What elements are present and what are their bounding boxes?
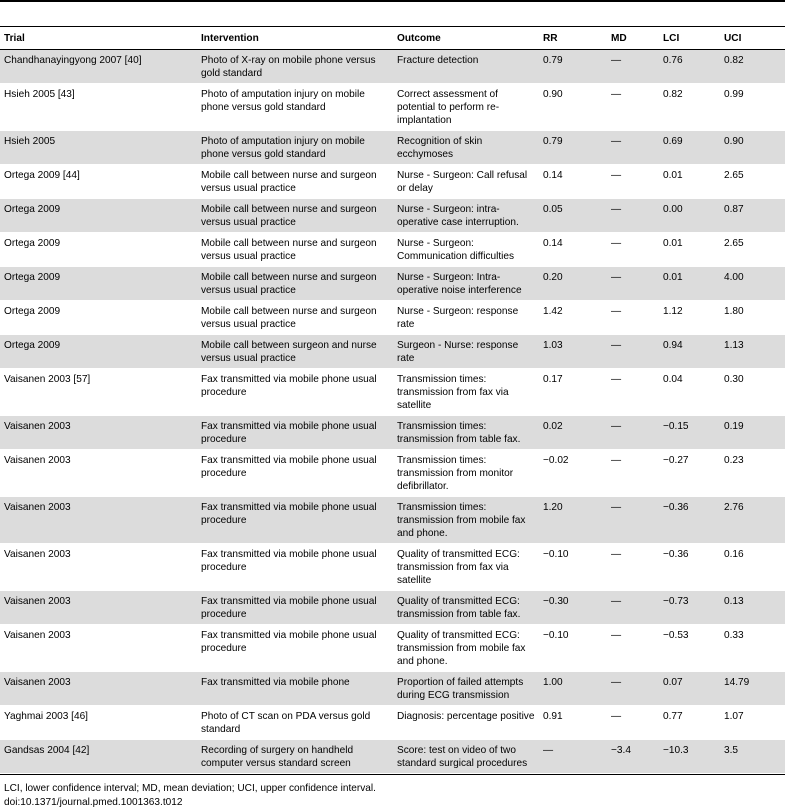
cell-trial: Vaisanen 2003 [0,416,197,450]
cell-intervention: Photo of CT scan on PDA versus gold standard [197,706,393,740]
table-row [0,672,785,706]
cell-rr: — [539,740,607,774]
cell-lci: −0.53 [659,625,720,672]
cell-trial: Vaisanen 2003 [57] [0,369,197,416]
cell-lci: 1.12 [659,301,720,335]
cell-outcome: Quality of transmitted ECG: transmission from mobile fax and phone. [393,625,539,672]
cell-uci: 2.65 [720,233,785,267]
table-row [0,335,785,369]
cell-outcome: Transmission times: transmission from monitor defibrillator. [393,450,539,497]
cell-rr: 1.20 [539,497,607,544]
cell-intervention: Photo of X-ray on mobile phone versus gold standard [197,50,393,84]
cell-lci: 0.69 [659,131,720,165]
cell-uci: 0.30 [720,369,785,416]
cell-trial: Hsieh 2005 [43] [0,84,197,131]
cell-intervention: Fax transmitted via mobile phone usual procedure [197,544,393,591]
table-row [0,369,785,416]
table-row [0,591,785,625]
results-table [0,27,785,774]
table-caption-space [0,2,785,26]
table-row [0,497,785,544]
cell-md: — [607,50,659,84]
cell-lci: −0.36 [659,544,720,591]
cell-outcome: Correct assessment of potential to perform re-implantation [393,84,539,131]
column-header-intervention: Intervention [197,27,393,50]
cell-lci: 0.04 [659,369,720,416]
cell-lci: 0.77 [659,706,720,740]
cell-uci: 1.13 [720,335,785,369]
cell-outcome: Quality of transmitted ECG: transmission from fax via satellite [393,544,539,591]
table-body [0,50,785,774]
cell-rr: 0.79 [539,131,607,165]
cell-md: — [607,301,659,335]
cell-trial: Chandhanayingyong 2007 [40] [0,50,197,84]
cell-outcome: Nurse - Surgeon: Call refusal or delay [393,165,539,199]
cell-lci: −10.3 [659,740,720,774]
cell-intervention: Mobile call between nurse and surgeon versus usual practice [197,301,393,335]
table-row [0,416,785,450]
cell-intervention: Fax transmitted via mobile phone usual procedure [197,450,393,497]
table-row [0,301,785,335]
cell-md: — [607,199,659,233]
cell-intervention: Fax transmitted via mobile phone usual procedure [197,416,393,450]
cell-intervention: Photo of amputation injury on mobile phone versus gold standard [197,84,393,131]
cell-outcome: Quality of transmitted ECG: transmission from table fax. [393,591,539,625]
cell-rr: 1.03 [539,335,607,369]
cell-md: — [607,267,659,301]
cell-uci: 3.5 [720,740,785,774]
cell-outcome: Nurse - Surgeon: Intra-operative noise interference [393,267,539,301]
table-row [0,165,785,199]
cell-uci: 0.16 [720,544,785,591]
cell-md: — [607,233,659,267]
cell-intervention: Fax transmitted via mobile phone usual procedure [197,497,393,544]
cell-rr: 0.02 [539,416,607,450]
cell-lci: −0.15 [659,416,720,450]
table-header-row [0,27,785,50]
column-header-uci: UCI [720,27,785,50]
cell-uci: 2.65 [720,165,785,199]
abbreviations-note: LCI, lower confidence interval; MD, mean deviation; UCI, upper confidence interval. [4,783,376,794]
cell-trial: Vaisanen 2003 [0,544,197,591]
cell-outcome: Surgeon - Nurse: response rate [393,335,539,369]
cell-uci: 0.87 [720,199,785,233]
cell-intervention: Fax transmitted via mobile phone usual procedure [197,369,393,416]
cell-rr: 0.14 [539,165,607,199]
column-header-trial: Trial [0,27,197,50]
cell-trial: Vaisanen 2003 [0,625,197,672]
column-header-lci: LCI [659,27,720,50]
cell-rr: 1.00 [539,672,607,706]
column-header-md: MD [607,27,659,50]
cell-md: −3.4 [607,740,659,774]
table-row [0,84,785,131]
cell-lci: 0.94 [659,335,720,369]
cell-trial: Vaisanen 2003 [0,591,197,625]
doi-note: doi:10.1371/journal.pmed.1001363.t012 [4,797,183,808]
cell-lci: −0.73 [659,591,720,625]
cell-uci: 0.90 [720,131,785,165]
column-header-outcome: Outcome [393,27,539,50]
cell-lci: 0.01 [659,233,720,267]
cell-intervention: Mobile call between surgeon and nurse versus usual practice [197,335,393,369]
cell-trial: Yaghmai 2003 [46] [0,706,197,740]
table-row [0,740,785,774]
cell-lci: 0.07 [659,672,720,706]
cell-trial: Gandsas 2004 [42] [0,740,197,774]
cell-trial: Ortega 2009 [0,199,197,233]
cell-intervention: Fax transmitted via mobile phone [197,672,393,706]
cell-md: — [607,544,659,591]
cell-intervention: Mobile call between nurse and surgeon versus usual practice [197,165,393,199]
cell-md: — [607,706,659,740]
column-header-rr: RR [539,27,607,50]
cell-lci: 0.82 [659,84,720,131]
cell-rr: 1.42 [539,301,607,335]
table-row [0,706,785,740]
cell-rr: 0.17 [539,369,607,416]
cell-md: — [607,591,659,625]
cell-outcome: Nurse - Surgeon: Communication difficulties [393,233,539,267]
cell-rr: 0.05 [539,199,607,233]
cell-rr: −0.10 [539,625,607,672]
cell-rr: 0.91 [539,706,607,740]
cell-md: — [607,165,659,199]
cell-md: — [607,335,659,369]
cell-md: — [607,131,659,165]
cell-outcome: Score: test on video of two standard surgical procedures [393,740,539,774]
cell-md: — [607,450,659,497]
cell-uci: 1.07 [720,706,785,740]
cell-rr: 0.20 [539,267,607,301]
cell-intervention: Recording of surgery on handheld computer versus standard screen [197,740,393,774]
cell-md: — [607,84,659,131]
cell-outcome: Transmission times: transmission from fax via satellite [393,369,539,416]
cell-trial: Vaisanen 2003 [0,497,197,544]
cell-rr: −0.02 [539,450,607,497]
cell-outcome: Transmission times: transmission from table fax. [393,416,539,450]
cell-md: — [607,369,659,416]
cell-uci: 0.99 [720,84,785,131]
cell-outcome: Fracture detection [393,50,539,84]
cell-intervention: Fax transmitted via mobile phone usual procedure [197,591,393,625]
table-row [0,50,785,84]
cell-trial: Vaisanen 2003 [0,450,197,497]
cell-lci: −0.36 [659,497,720,544]
cell-md: — [607,416,659,450]
cell-outcome: Nurse - Surgeon: response rate [393,301,539,335]
table-row [0,131,785,165]
table-row [0,199,785,233]
cell-lci: 0.00 [659,199,720,233]
cell-uci: 14.79 [720,672,785,706]
cell-rr: −0.10 [539,544,607,591]
cell-uci: 0.82 [720,50,785,84]
cell-outcome: Diagnosis: percentage positive [393,706,539,740]
cell-trial: Vaisanen 2003 [0,672,197,706]
cell-outcome: Proportion of failed attempts during ECG transmission [393,672,539,706]
cell-lci: 0.76 [659,50,720,84]
cell-uci: 0.13 [720,591,785,625]
cell-uci: 1.80 [720,301,785,335]
cell-outcome: Nurse - Surgeon: intra-operative case interruption. [393,199,539,233]
cell-intervention: Mobile call between nurse and surgeon versus usual practice [197,199,393,233]
cell-rr: 0.14 [539,233,607,267]
cell-md: — [607,672,659,706]
table-row [0,544,785,591]
table-row [0,450,785,497]
cell-intervention: Mobile call between nurse and surgeon versus usual practice [197,267,393,301]
cell-lci: 0.01 [659,267,720,301]
cell-lci: −0.27 [659,450,720,497]
cell-md: — [607,625,659,672]
table-row [0,267,785,301]
cell-rr: 0.79 [539,50,607,84]
cell-lci: 0.01 [659,165,720,199]
table-footer [0,774,785,810]
cell-trial: Ortega 2009 [0,301,197,335]
cell-intervention: Photo of amputation injury on mobile phone versus gold standard [197,131,393,165]
cell-trial: Hsieh 2005 [0,131,197,165]
cell-rr: −0.30 [539,591,607,625]
cell-trial: Ortega 2009 [44] [0,165,197,199]
cell-uci: 0.33 [720,625,785,672]
cell-intervention: Mobile call between nurse and surgeon versus usual practice [197,233,393,267]
cell-md: — [607,497,659,544]
cell-uci: 0.23 [720,450,785,497]
cell-trial: Ortega 2009 [0,335,197,369]
table-row [0,625,785,672]
cell-uci: 2.76 [720,497,785,544]
cell-uci: 0.19 [720,416,785,450]
cell-intervention: Fax transmitted via mobile phone usual procedure [197,625,393,672]
cell-trial: Ortega 2009 [0,267,197,301]
cell-rr: 0.90 [539,84,607,131]
cell-trial: Ortega 2009 [0,233,197,267]
table-row [0,233,785,267]
cell-outcome: Recognition of skin ecchymoses [393,131,539,165]
cell-uci: 4.00 [720,267,785,301]
cell-outcome: Transmission times: transmission from mobile fax and phone. [393,497,539,544]
